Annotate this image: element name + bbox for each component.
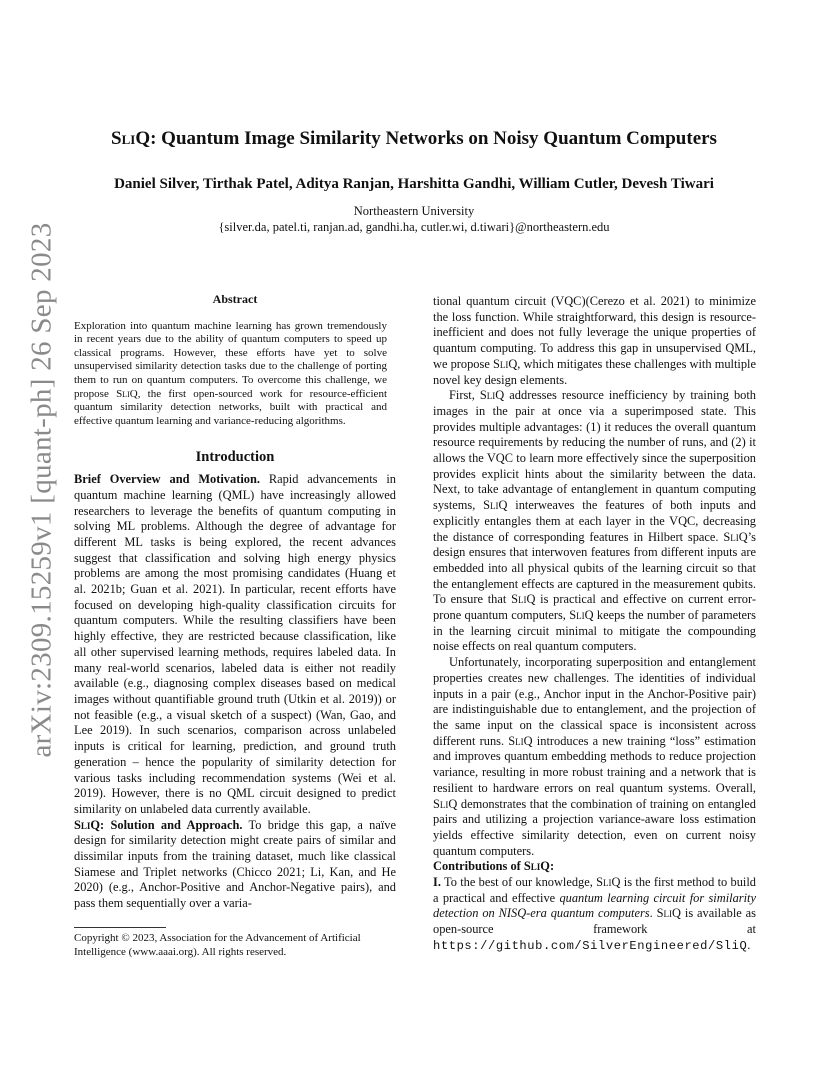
author-emails: {silver.da, patel.ti, ranjan.ad, gandhi.ha, cutler.wi, d.tiwari}@northeastern.edu: [218, 220, 610, 234]
paper-title: [60, 128, 768, 150]
arxiv-stamp: [22, 222, 62, 758]
left-column: [74, 292, 396, 912]
intro-paragraph-motivation: Brief Overview and Motivation. Rapid advancements in quantum machine learning (QML) have increasingly allowed researchers to leverage the benefits of quantum computing in solving ML problems. Although the degree of advantage for different ML tasks is being explored, the recent advances suggest that classification and solving high energy physics problems are among the most promising candidates (Huang et al. 2021b; Guan et al. 2021). In particular, recent efforts have focused on developing high-quality classification circuits for quantum computers. While the resulting classifiers have been highly effective, they are restricted because classification, like all other supervised learning methods, requires labeled data. In many real-world scenarios, labeled data is either not readily available (e.g., diagnosing complex diseases based on medical images without quantifiable ground truth (Utkin et al. 2019)) or not feasible (e.g., a visual sketch of a suspect) (Wan, Gao, and Lee 2019). In such scenarios, comparison across unlabeled inputs is critical for learning, prediction, and ground truth generation – hence the popularity of similarity detection for various tasks including recommendation systems (Wei et al. 2019). However, there is no QML circuit designed to predict similarity on unlabeled data currently available.: [74, 472, 396, 816]
paragraph-lead: SliQ: Solution and Approach.: [74, 817, 243, 832]
introduction-heading: Introduction: [195, 449, 275, 466]
affiliation: Northeastern University: [353, 204, 475, 218]
abstract-heading: Abstract: [212, 292, 258, 306]
paragraph-unfortunately: Unfortunately, incorporating superposition and entanglement properties creates new challenges. The identities of individual inputs in a pair (e.g., Anchor input in the Anchor-Positive pair) are indistinguishable due to entanglement, and the projection of the same input on the classical space is inconsistent across different runs. SliQ introduces a new training “loss” estimation and improves quantum embedding methods to reduce projection variance, resulting in more robust training and a network that is resilient to hardware errors on real quantum systems. Overall, SliQ demonstrates that the combination of training on entangled pairs and utilizing a projection variance-aware loss estimation yields effective similarity detection, even on current noisy quantum computers.: [433, 655, 756, 858]
affiliation-block: [60, 203, 768, 235]
contribution-one: I. To the best of our knowledge, SliQ is the first method to build a practical and effective quantum learning circuit for similarity detection on NISQ-era quantum computers. SliQ is available as open-source framework at https://github.com/SilverEngineered/SliQ.: [433, 875, 756, 953]
github-link[interactable]: https://github.com/SilverEngineered/SliQ: [433, 938, 748, 953]
copyright-footnote: Copyright © 2023, Association for the Advancement of Artificial Intelligence (www.aaai.org). All rights reserved.: [74, 932, 361, 958]
contributions-heading: Contributions of SliQ:: [433, 859, 555, 874]
title-rest: : Quantum Image Similarity Networks on Noisy Quantum Computers: [150, 128, 717, 149]
author-list: Daniel Silver, Tirthak Patel, Aditya Ranjan, Harshitta Gandhi, William Cutler, Devesh Tiwari: [114, 176, 714, 192]
paragraph-first: First, SliQ addresses resource inefficiency by training both images in the pair at once via a superimposed state. This provides multiple advantages: (1) it reduces the overall quantum resource requirements by reducing the number of runs, and (2) it allows the VQC to learn more effectively since the superposition provides explicit hints about the similarity between the data. Next, to take advantage of entanglement in quantum computing systems, SliQ interweaves the features of both inputs and explicitly entangles them at each layer in the VQC, decreasing the distance of corresponding features in Hilbert space. SliQ’s design ensures that interwoven features from different inputs are embedded into all physical qubits of the learning circuit so that the entanglement effects are captured in the measurement qubits. To ensure that SliQ is practical and effective on current error-prone quantum computers, SliQ keeps the number of parameters in the learning circuit minimal to mitigate the compounding noise effects on real quantum computers.: [433, 388, 757, 654]
footnote-rule: [74, 927, 166, 928]
right-column: [433, 294, 756, 955]
arxiv-identifier: arXiv:2309.15259v1 [quant-ph] 26 Sep 2023: [25, 222, 58, 758]
paragraph-vqc: tional quantum circuit (VQC)(Cerezo et al. 2021) to minimize the loss function. While straightforward, this design is resource-inefficient and does not fully leverage the unique properties of quantum computing. To address this gap in unsupervised QML, we propose SliQ, which mitigates these challenges with multiple novel key design elements.: [433, 294, 756, 387]
intro-paragraph-approach: SliQ: Solution and Approach. To bridge this gap, a naïve design for similarity detection might create pairs of similar and dissimilar inputs from the training dataset, much like classical Siamese and Triplet networks (Chicco 2021; Li, Kan, and He 2020) (e.g., Anchor-Positive and Anchor-Negative pairs), and pass them sequentially over a varia-: [74, 817, 396, 911]
abstract-text: Exploration into quantum machine learning has grown tremendously in recent years due to the ability of quantum computers to speed up classical programs. However, these efforts have yet to solve unsupervised similarity detection tasks due to the challenge of porting them to run on quantum computers. To overcome this challenge, we propose SliQ, the first open-sourced work for resource-efficient quantum similarity detection networks, built with practical and effective quantum learning and variance-reducing algorithms.: [74, 319, 387, 427]
title-system-name: SliQ: [111, 128, 151, 149]
paragraph-lead: Brief Overview and Motivation.: [74, 472, 260, 487]
